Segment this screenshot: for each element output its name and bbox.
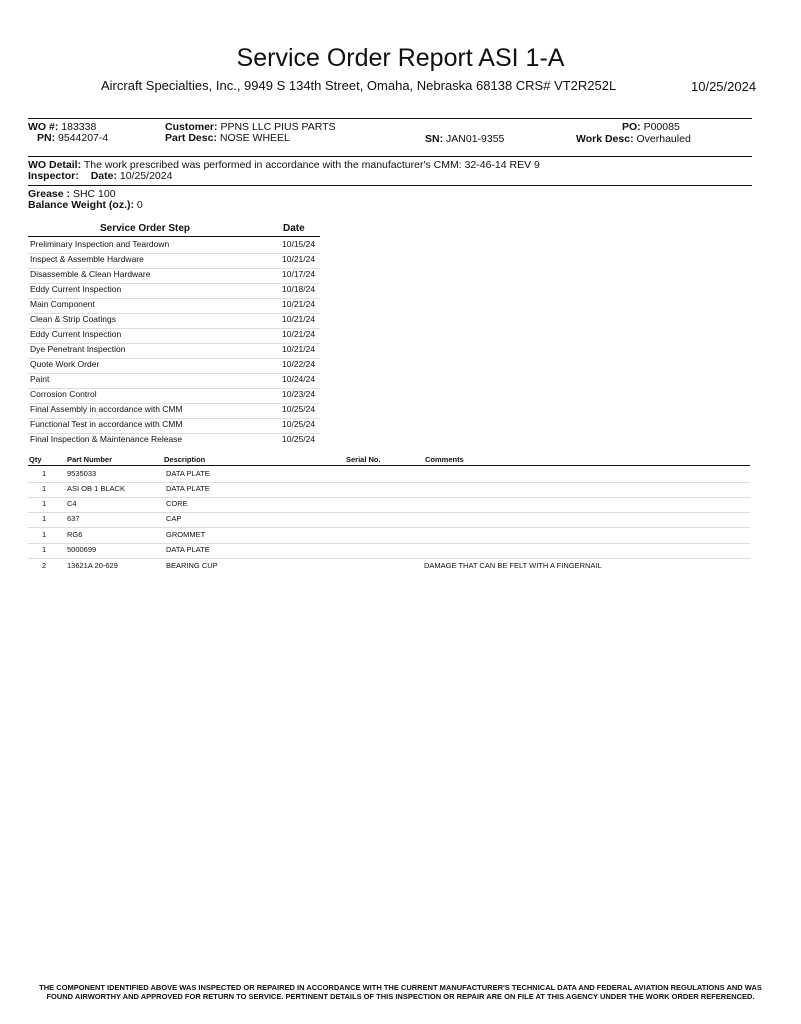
step-date: 10/22/24 <box>282 359 316 369</box>
balance-weight: Balance Weight (oz.): 0 <box>28 199 143 211</box>
part-number: C4 <box>67 499 77 508</box>
step-date: 10/21/24 <box>282 329 316 339</box>
divider <box>28 156 752 157</box>
report-title: Service Order Report ASI 1-A <box>236 44 565 72</box>
table-row <box>28 253 320 269</box>
wo-detail: WO Detail: The work prescribed was performed in accordance with the manufacturer's CMM: 32-46-14 REV 9 <box>28 159 540 171</box>
divider <box>28 185 752 186</box>
company-address: Aircraft Specialties, Inc., 9949 S 134th Street, Omaha, Nebraska 68138 CRS# VT2R252L <box>101 78 617 93</box>
table-row <box>28 358 320 374</box>
part-qty: 1 <box>42 469 47 478</box>
step-name: Final Inspection & Maintenance Release <box>30 434 183 444</box>
inspector-line: Inspector: Date: 10/25/2024 <box>28 170 173 182</box>
part-description: DATA PLATE <box>166 469 210 478</box>
divider <box>28 236 320 237</box>
work-description: Work Desc: Overhauled <box>576 133 691 145</box>
step-date: 10/21/24 <box>282 344 316 354</box>
parts-col-comments: Comments <box>425 455 464 464</box>
part-qty: 1 <box>42 484 47 493</box>
purchase-order: PO: P00085 <box>622 121 680 133</box>
step-name: Clean & Strip Coatings <box>30 314 116 324</box>
step-date: 10/21/24 <box>282 299 316 309</box>
table-row <box>28 418 320 434</box>
part-number: 9535033 <box>67 469 97 478</box>
table-row <box>28 283 320 299</box>
step-name: Disassemble & Clean Hardware <box>30 269 151 279</box>
step-name: Eddy Current Inspection <box>30 329 122 339</box>
part-comment: DAMAGE THAT CAN BE FELT WITH A FINGERNAIL <box>424 561 602 570</box>
step-date: 10/17/24 <box>282 269 316 279</box>
table-row <box>28 268 320 284</box>
divider <box>28 465 750 466</box>
table-row <box>28 512 750 528</box>
airworthiness-statement: THE COMPONENT IDENTIFIED ABOVE WAS INSPECTED OR REPAIRED IN ACCORDANCE WITH THE CURRENT MANUFACTURER'S TECHNICAL DATA AND FEDERAL AVIATION REGULATIONS AND WAS FOUND AIRWORTHY AND APPROVED FOR RETURN TO SERVICE. PERTINENT DETAILS OF THIS INSPECTION OR REPAIR ARE ON FILE AT THIS AGENCY UNDER THE WORK ORDER REFERENCED. <box>39 983 762 1001</box>
table-row <box>28 373 320 389</box>
part-number: PN: 9544207-4 <box>37 132 109 144</box>
customer: Customer: PPNS LLC PIUS PARTS <box>165 121 336 133</box>
parts-col-qty: Qty <box>29 455 42 464</box>
part-qty: 1 <box>42 499 47 508</box>
step-date: 10/15/24 <box>282 239 316 249</box>
part-number: 5000699 <box>67 545 97 554</box>
divider <box>28 118 752 119</box>
steps-col-step: Service Order Step <box>100 223 191 234</box>
table-row <box>28 467 750 483</box>
part-qty: 1 <box>42 530 47 539</box>
step-name: Final Assembly in accordance with CMM <box>30 404 183 414</box>
serial-number: SN: JAN01-9355 <box>425 133 505 145</box>
step-date: 10/24/24 <box>282 374 316 384</box>
step-name: Quote Work Order <box>30 359 100 369</box>
part-number: 637 <box>67 514 80 523</box>
table-row <box>28 388 320 404</box>
table-row <box>28 543 750 559</box>
step-name: Corrosion Control <box>30 389 97 399</box>
part-description: DATA PLATE <box>166 484 210 493</box>
parts-col-description: Description <box>164 455 206 464</box>
step-name: Eddy Current Inspection <box>30 284 122 294</box>
part-description: CAP <box>166 514 182 523</box>
step-date: 10/21/24 <box>282 254 316 264</box>
wo-number: WO #: 183338 <box>28 121 97 133</box>
table-row <box>28 238 320 254</box>
step-name: Dye Penetrant Inspection <box>30 344 126 354</box>
table-row <box>28 482 750 498</box>
part-qty: 1 <box>42 545 47 554</box>
step-name: Preliminary Inspection and Teardown <box>30 239 170 249</box>
part-description: GROMMET <box>166 530 206 539</box>
parts-col-part-number: Part Number <box>67 455 113 464</box>
step-date: 10/25/24 <box>282 434 316 444</box>
step-date: 10/23/24 <box>282 389 316 399</box>
part-number: 13621A 20-629 <box>67 561 118 570</box>
step-name: Paint <box>30 374 50 384</box>
part-qty: 1 <box>42 514 47 523</box>
table-row <box>28 328 320 344</box>
table-row <box>28 528 750 544</box>
table-row <box>28 313 320 329</box>
parts-col-serial: Serial No. <box>346 455 381 464</box>
part-description: CORE <box>166 499 188 508</box>
report-date: 10/25/2024 <box>691 79 757 94</box>
grease: Grease : SHC 100 <box>28 188 116 200</box>
part-description: BEARING CUP <box>166 561 218 570</box>
part-description: Part Desc: NOSE WHEEL <box>165 132 290 144</box>
steps-col-date: Date <box>283 223 305 234</box>
table-row <box>28 403 320 419</box>
part-qty: 2 <box>42 561 47 570</box>
table-row <box>28 298 320 314</box>
table-row <box>28 343 320 359</box>
part-description: DATA PLATE <box>166 545 210 554</box>
part-number: ASI OB 1 BLACK <box>67 484 125 493</box>
table-row <box>28 497 750 513</box>
step-name: Inspect & Assemble Hardware <box>30 254 144 264</box>
step-date: 10/18/24 <box>282 284 316 294</box>
step-name: Main Component <box>30 299 95 309</box>
part-number: RG6 <box>67 530 83 539</box>
step-date: 10/21/24 <box>282 314 316 324</box>
table-row <box>28 559 750 574</box>
step-name: Functional Test in accordance with CMM <box>30 419 183 429</box>
step-date: 10/25/24 <box>282 404 316 414</box>
table-row <box>28 433 320 448</box>
step-date: 10/25/24 <box>282 419 316 429</box>
